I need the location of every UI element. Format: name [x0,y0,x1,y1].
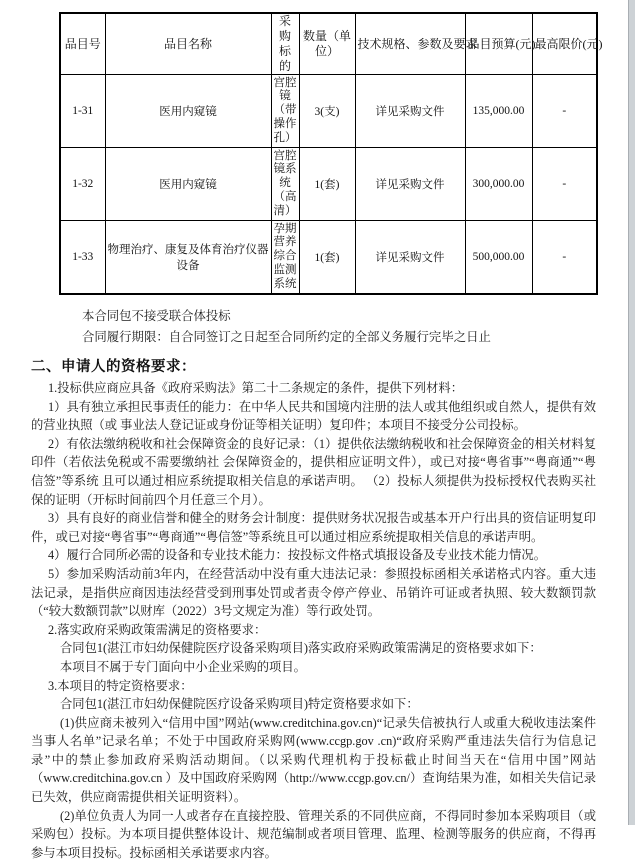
header-budget: 品目预算(元) [465,13,532,75]
header-subject: 采购标的 [271,13,299,75]
cell-spec: 详见采购文件 [355,148,465,221]
cell-item-no: 1-31 [60,75,105,148]
table-row [60,221,597,295]
paragraph: 2）有依法缴纳税收和社会保障资金的良好记录：（1）提供依法缴纳税收和社会保障资金的相关材料复印件（若依法免税或不需要缴纳社 会保障资金的，提供相应证明文件），或已对接“粤省事”“粤商通”“粤信签”等系统 且可以通过相应系统提取相关信息的承诺声明。 （2）投标人须提供为投标授权代表购买社保的证明（开标时间前四个月任意三个月）。 [31,436,596,507]
cell-item-no: 1-32 [60,148,105,221]
qualification-paragraphs [31,379,596,862]
paragraph: 5）参加采购活动前3年内，在经营活动中没有重大违法记录：参照投标函相关承诺格式内容。重大违法记录，是指供应商因违法经营受到刑事处罚或者责令停产停业、吊销许可证或者执照、较大数额罚款（“较大数额罚款”以财库（2022）3号文规定为准）等行政处罚。 [31,566,596,619]
cell-quantity: 1(套) [299,221,355,295]
cell-quantity: 1(套) [299,148,355,221]
header-item-no: 品目号 [60,13,105,75]
cell-budget: 300,000.00 [465,148,532,221]
cell-quantity: 3(支) [299,75,355,148]
page-edge [628,0,635,825]
header-item-name: 品目名称 [105,13,271,75]
cell-max-price: - [532,75,597,148]
paragraph: 1.投标供应商应具备《政府采购法》第二十二条规定的条件，提供下列材料： [48,381,464,395]
cell-budget: 500,000.00 [465,221,532,295]
paragraph: 2.落实政府采购政策需满足的资格要求： [48,622,267,637]
paragraph: 1）具有独立承担民事责任的能力：在中华人民共和国境内注册的法人或其他组织或自然人，提供有效的营业执照（或 事业法人登记证或身份证等相关证明）复印件；本项目不接受分公司投标。 [31,399,596,433]
paragraph: 3）具有良好的商业信誉和健全的财务会计制度：提供财务状况报告或基本开户行出具的资信证明复印件，或已对接“粤省事”“粤商通”“粤信签”等系统且可以通过相应系统提取相关信息的承诺声明。 [31,511,596,544]
header-max-price: 最高限价(元) [532,13,597,75]
cell-subject: 宫腔镜系统（高清） [271,148,299,221]
cell-item-no: 1-33 [60,221,105,295]
contract-notes [31,306,596,348]
table-header-row [60,13,597,75]
procurement-items-table [59,12,603,295]
table-row [60,75,597,148]
cell-item-name: 物理治疗、康复及体育治疗仪器设备 [105,221,271,295]
paragraph: 合同包1(湛江市妇幼保健院医疗设备采购项目)特定资格要求如下： [60,697,419,712]
header-spec: 技术规格、参数及要求 [355,13,465,75]
paragraph: (2)单位负责人为同一人或者存在直接控股、管理关系的不同供应商，不得同时参加本采购项目（或采购包）投标。为本项目提供整体设计、规范编制或者项目管理、监理、检测等服务的供应商，不得再参与本项目投标。投标函相关承诺要求内容。 [31,808,596,860]
cell-subject: 宫腔镜（带操作孔） [271,75,299,148]
paragraph: (1)供应商未被列入“信用中国”网站(www.creditchina.gov.cn)“记录失信被执行人或重大税收违法案件当事人名单”记录名单；不处于中国政府采购网(www.ccgp.gov .cn)“政府采购严重违法失信行为信息记录”中的禁止参加政府采购活动期间。（以采购代理机构于投标截止时间当天在“信用中国”网站（www.creditchina.gov.cn ）及中国政府采购网（http://www.ccgp.gov.cn/）查询结果为准，如相关失信记录已失效，供应商需提供相关证明资料）。 [31,715,596,805]
paragraph: 本项目不属于专门面向中小企业采购的项目。 [60,659,306,674]
cell-spec: 详见采购文件 [355,221,465,295]
paragraph: 合同包1(湛江市妇幼保健院医疗设备采购项目)落实政府采购政策需满足的资格要求如下： [60,641,542,656]
cell-max-price: - [532,221,597,295]
paragraph: 3.本项目的特定资格要求： [48,678,193,693]
note-no-joint-bid: 本合同包不接受联合体投标 [82,309,231,323]
header-quantity: 数量（单位） [299,13,355,75]
cell-subject: 孕期营养综合监测系统 [271,221,299,295]
cell-spec: 详见采购文件 [355,75,465,148]
cell-item-name: 医用内窥镜 [105,148,271,221]
table-row [60,148,597,221]
note-contract-period: 合同履行期限：自合同签订之日起至合同所约定的全部义务履行完毕之日止 [82,330,491,344]
paragraph: 4）履行合同所必需的设备和专业技术能力：按投标文件格式填报设备及专业技术能力情况。 [48,548,547,563]
cell-max-price: - [532,148,597,221]
cell-budget: 135,000.00 [465,75,532,148]
qualification-section-heading: 二、申请人的资格要求： [31,359,196,375]
cell-item-name: 医用内窥镜 [105,75,271,148]
